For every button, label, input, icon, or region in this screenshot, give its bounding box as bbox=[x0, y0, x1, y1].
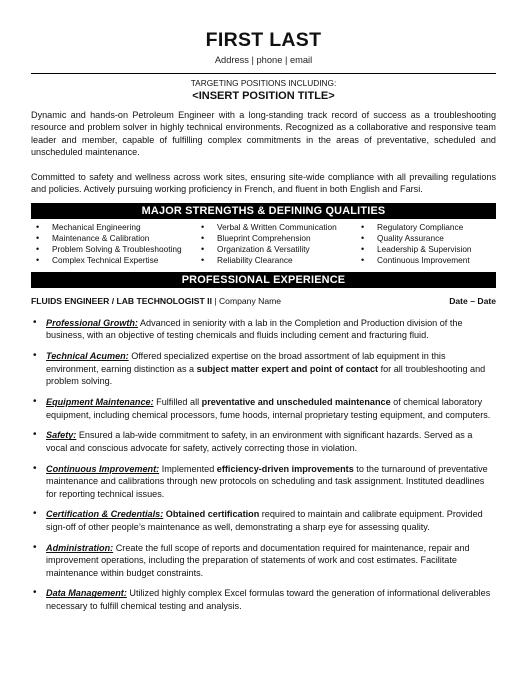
experience-bullet bbox=[31, 508, 496, 533]
experience-bullet bbox=[31, 542, 496, 579]
experience-bullet bbox=[31, 350, 496, 387]
bullet-label: Technical Acumen: bbox=[46, 351, 129, 362]
strengths-heading: MAJOR STRENGTHS & DEFINING QUALITIES bbox=[31, 203, 496, 219]
strength-item: • Leadership & Supervision bbox=[356, 244, 496, 255]
bullet-emphasis: preventative and unscheduled maintenance bbox=[201, 397, 391, 408]
bullet-text: Offered specialized expertise on the broad assortment of lab equipment in this environment, earning distinction as a bbox=[46, 351, 446, 374]
experience-bullet bbox=[31, 463, 496, 500]
strength-item: • Problem Solving & Troubleshooting bbox=[31, 244, 196, 255]
job-title: FLUIDS ENGINEER / LAB TECHNOLOGIST II bbox=[31, 296, 212, 307]
bullet-text: for all troubleshooting and problem solving. bbox=[46, 363, 486, 387]
bullet-emphasis: Obtained certification bbox=[165, 509, 260, 520]
strength-item: • Continuous Improvement bbox=[356, 255, 496, 266]
bullet-emphasis: subject matter expert and point of contact bbox=[196, 363, 379, 374]
strengths-column-1 bbox=[31, 222, 196, 266]
bullet-text: Utilized highly complex Excel formulas toward the generation of informational deliverables necessary to fulfill chemical testing and analysis. bbox=[46, 588, 491, 611]
bullet-text: Advanced in seniority with a lab in the Completion and Production division of the business, with an objective of testing chemicals and fluids including cement and fracturing fluid. bbox=[46, 318, 463, 341]
experience-bullet bbox=[31, 429, 496, 454]
targeting-label: TARGETING POSITIONS INCLUDING: bbox=[190, 78, 337, 88]
strength-item: • Maintenance & Calibration bbox=[31, 233, 196, 244]
job-header bbox=[31, 296, 496, 307]
strength-item: • Complex Technical Expertise bbox=[31, 255, 196, 266]
bullet-text: to the turnaround of preventative maintenance and calibrations through new protocols on scheduling and task assignment. Instituted deadlines for reporting technical issues. bbox=[46, 463, 488, 499]
strengths-column-2 bbox=[196, 222, 356, 266]
strength-item: • Blueprint Comprehension bbox=[196, 233, 356, 244]
job-dates: Date – Date bbox=[449, 296, 496, 307]
strength-item: • Mechanical Engineering bbox=[31, 222, 196, 233]
experience-bullet bbox=[31, 396, 496, 421]
summary-paragraph-1: Dynamic and hands-on Petroleum Engineer with a long-standing track record of success as a troubleshooting resource and problem solver in highly technical environments. Recognized as a collaborative and responsive team leader and member, capable of fulfilling complex commitments in the areas of preventative, scheduled and unscheduled maintenance. bbox=[31, 110, 496, 158]
strength-item: • Reliability Clearance bbox=[196, 255, 356, 266]
bullet-text: Ensured a lab-wide commitment to safety, in an environment with significant hazards. Served as a vocal and conscious advocate for safety, actively correcting those in violation. bbox=[46, 430, 473, 453]
experience-bullet bbox=[31, 317, 496, 342]
bullet-label: Continuous Improvement: bbox=[46, 463, 160, 474]
strength-item: • Quality Assurance bbox=[356, 233, 496, 244]
position-title: <INSERT POSITION TITLE> bbox=[192, 90, 335, 102]
bullet-label: Equipment Maintenance: bbox=[46, 397, 154, 408]
bullet-text: Create the full scope of reports and documentation required for maintenance, repair and improvement operations, including the preparation of statements of work and cost estimates. Facilitate maintenance within budget constraints. bbox=[46, 542, 470, 578]
experience-heading: PROFESSIONAL EXPERIENCE bbox=[31, 272, 496, 288]
header-divider bbox=[31, 73, 496, 74]
candidate-name: FIRST LAST bbox=[205, 29, 322, 51]
experience-bullets bbox=[31, 317, 496, 612]
bullet-text: Implemented bbox=[159, 463, 217, 474]
strengths-list bbox=[31, 222, 496, 266]
bullet-label: Safety: bbox=[46, 430, 77, 441]
experience-bullet bbox=[31, 587, 496, 612]
bullet-emphasis: efficiency-driven improvements bbox=[216, 463, 354, 474]
summary-paragraph-2: Committed to safety and wellness across work sites, ensuring site-wide compliance with all prevailing regulations and policies. Actively pursuing working proficiency in French, and fluent in both English and Farsi. bbox=[31, 171, 496, 195]
strength-item: • Verbal & Written Communication bbox=[196, 222, 356, 233]
strengths-column-3 bbox=[356, 222, 496, 266]
bullet-text: Fulfilled all bbox=[153, 397, 202, 408]
bullet-label: Administration: bbox=[46, 542, 114, 553]
strength-item: • Regulatory Compliance bbox=[356, 222, 496, 233]
bullet-label: Certification & Credentials: bbox=[46, 509, 164, 520]
bullet-text: of chemical laboratory equipment, including chemical processors, fume hoods, internal proprietary testing equipment, and computers. bbox=[46, 397, 491, 420]
bullet-label: Professional Growth: bbox=[46, 318, 138, 329]
job-title-line bbox=[31, 296, 281, 307]
strength-item: • Organization & Versatility bbox=[196, 244, 356, 255]
contact-line: Address | phone | email bbox=[214, 55, 313, 65]
bullet-text: required to maintain and calibrate equipment. Provided sign-off of other people’s maintenance as well, demonstrating a sharp eye for assessing quality. bbox=[46, 509, 483, 532]
company-name: | Company Name bbox=[211, 296, 282, 307]
bullet-label: Data Management: bbox=[46, 588, 127, 599]
